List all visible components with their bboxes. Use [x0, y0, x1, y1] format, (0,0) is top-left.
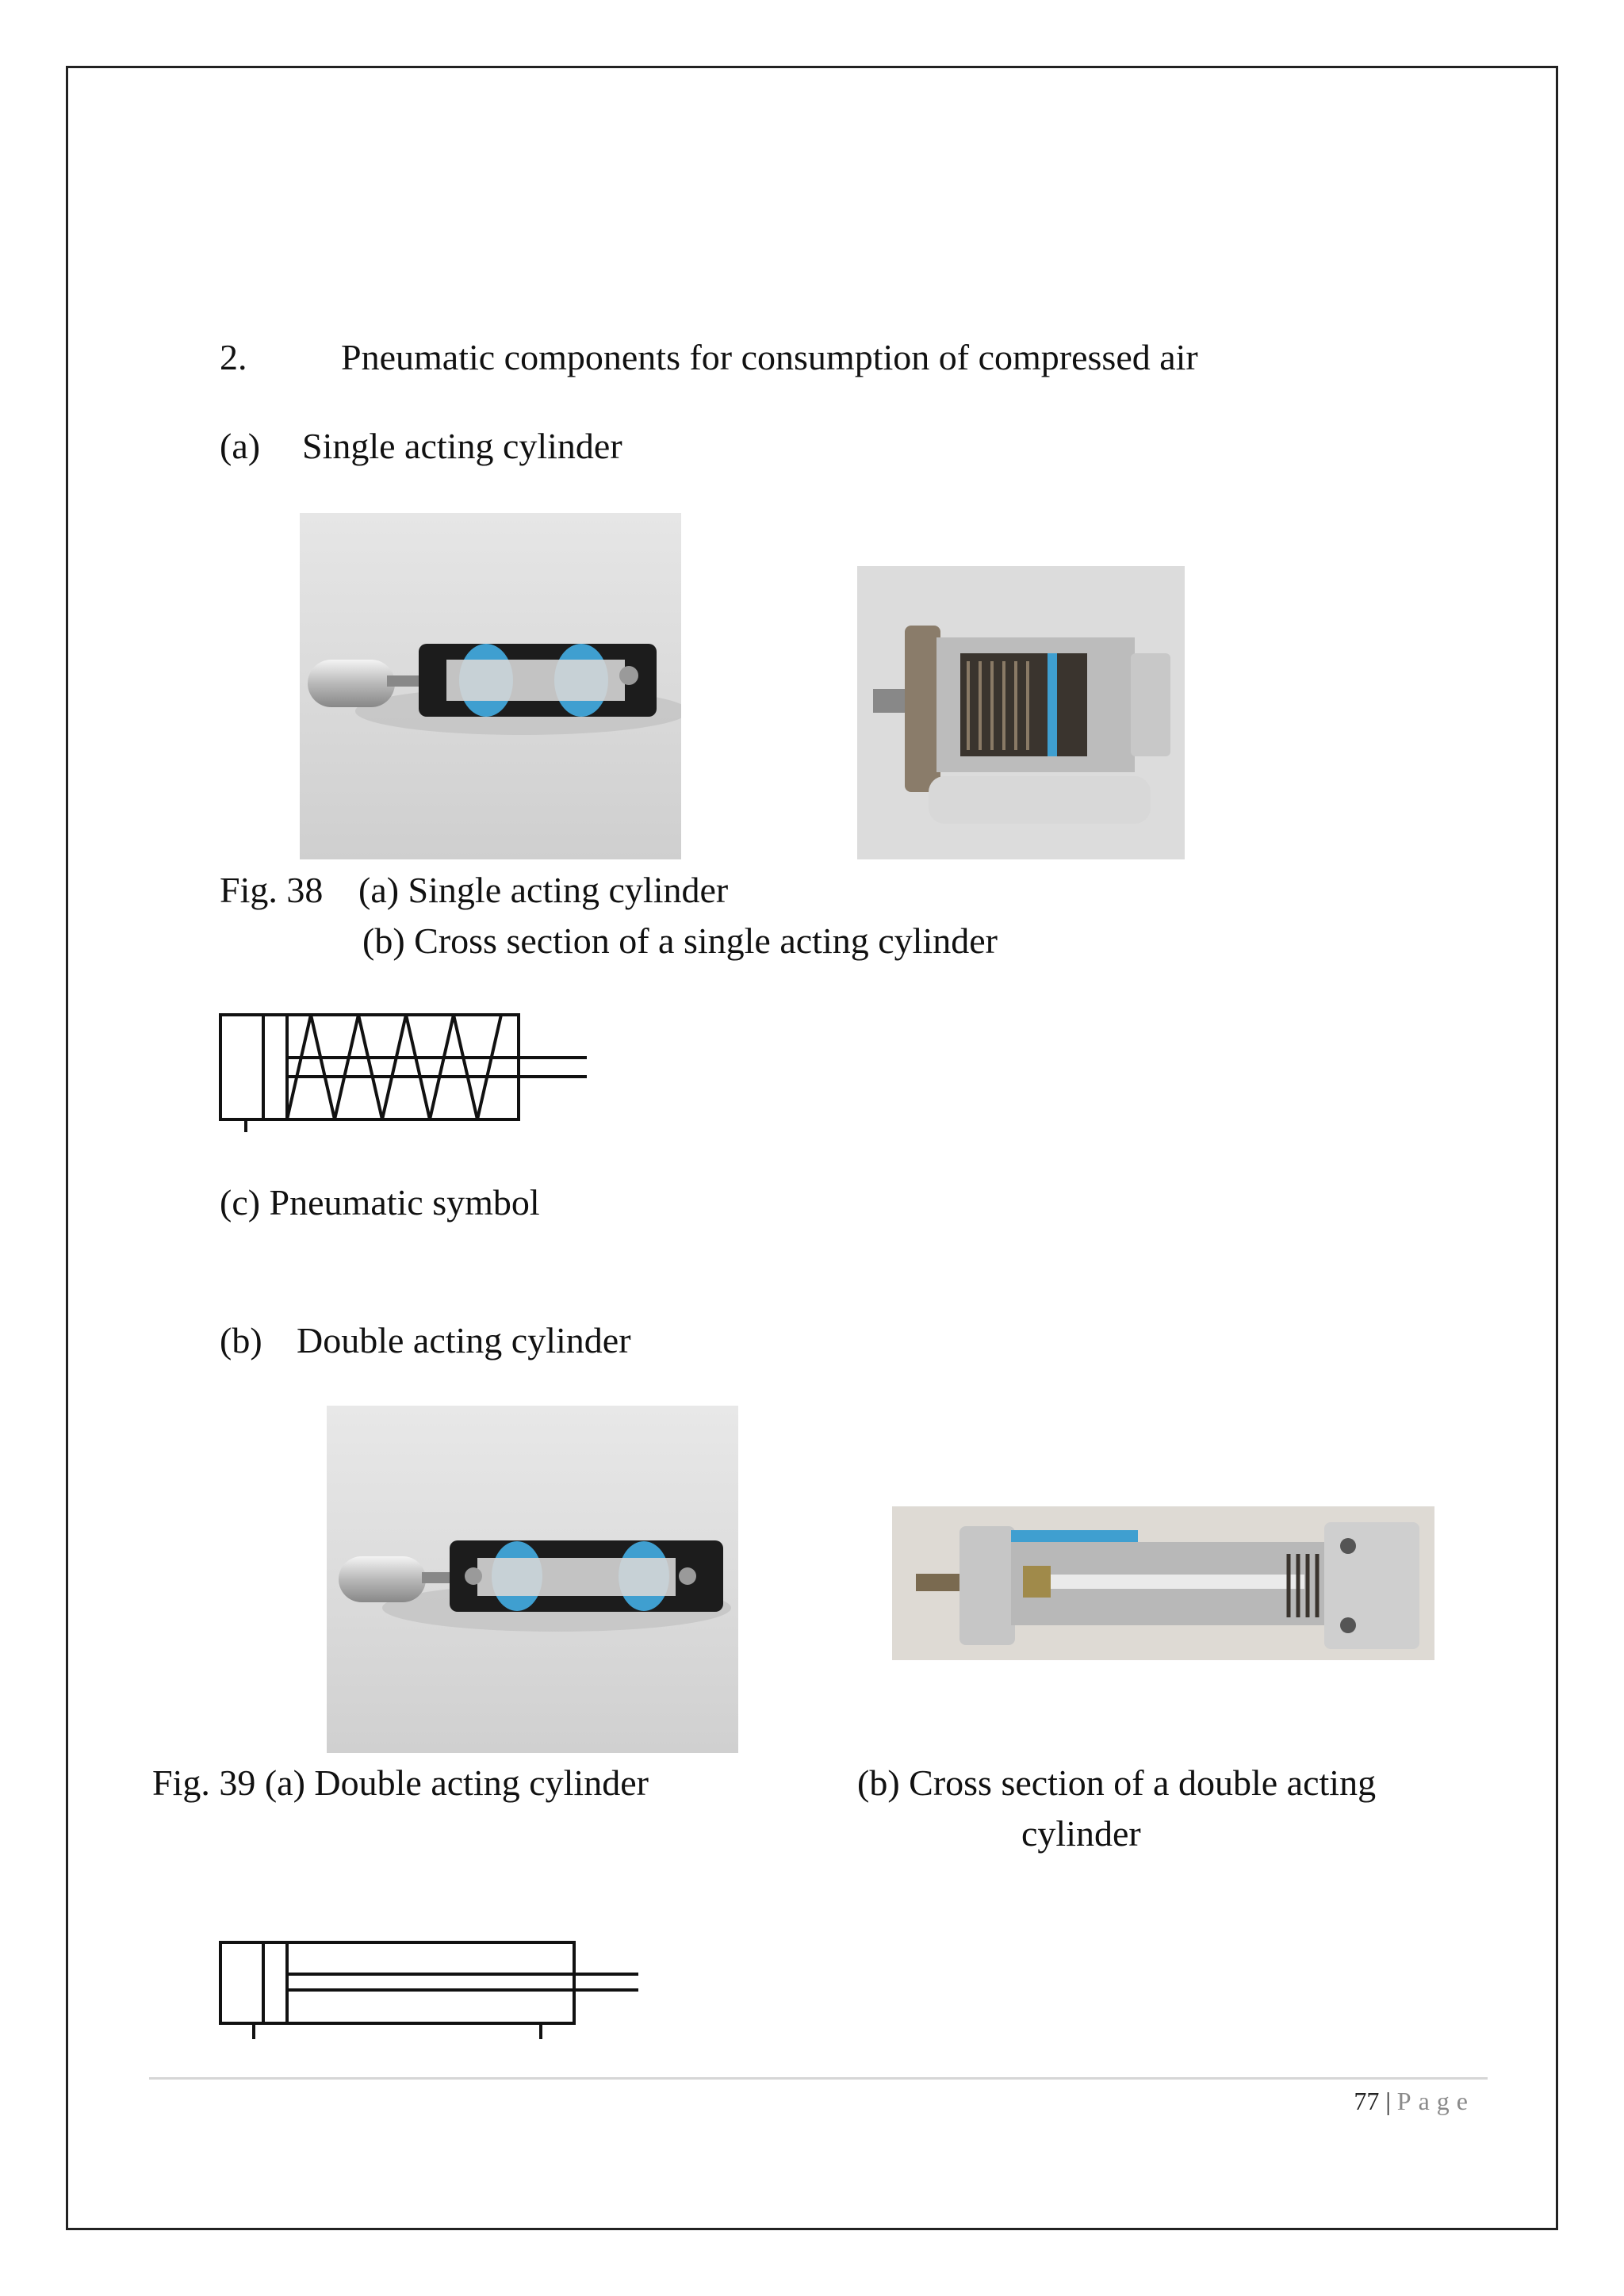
- page-footer: [1354, 2087, 1475, 2116]
- single-acting-pneumatic-symbol: [214, 1007, 595, 1134]
- fig39-caption-b-line2: cylinder: [1021, 1813, 1141, 1854]
- section-title: Pneumatic components for consumption of compressed air: [341, 337, 1198, 377]
- page-number: 77: [1354, 2087, 1380, 2115]
- fig38-caption-b: (b) Cross section of a single acting cylinder: [362, 920, 998, 961]
- section-number: 2.: [220, 337, 247, 377]
- double-acting-pneumatic-symbol: [214, 1934, 642, 2045]
- fig39-caption-b-line1: (b) Cross section of a double acting: [857, 1762, 1377, 1803]
- fig38-label: Fig. 38: [220, 870, 324, 910]
- symbol-caption: (c) Pneumatic symbol: [220, 1182, 540, 1223]
- page-word: Page: [1396, 2087, 1475, 2115]
- single-acting-cross-section-photo: [857, 566, 1185, 859]
- fig39-caption-a: Fig. 39 (a) Double acting cylinder: [152, 1762, 649, 1803]
- subsection-a-heading: Single acting cylinder: [302, 426, 622, 466]
- page-border: [66, 66, 1558, 2230]
- page-separator: |: [1385, 2087, 1391, 2115]
- single-acting-cylinder-photo: [300, 513, 681, 859]
- subsection-a-label: (a): [220, 426, 261, 466]
- double-acting-cross-section-photo: [892, 1506, 1434, 1660]
- subsection-b-heading: Double acting cylinder: [297, 1320, 631, 1360]
- footer-rule: [149, 2077, 1488, 2080]
- double-acting-cylinder-photo: [327, 1406, 738, 1753]
- fig38-caption-a: (a) Single acting cylinder: [358, 870, 729, 910]
- subsection-b-label: (b): [220, 1320, 262, 1360]
